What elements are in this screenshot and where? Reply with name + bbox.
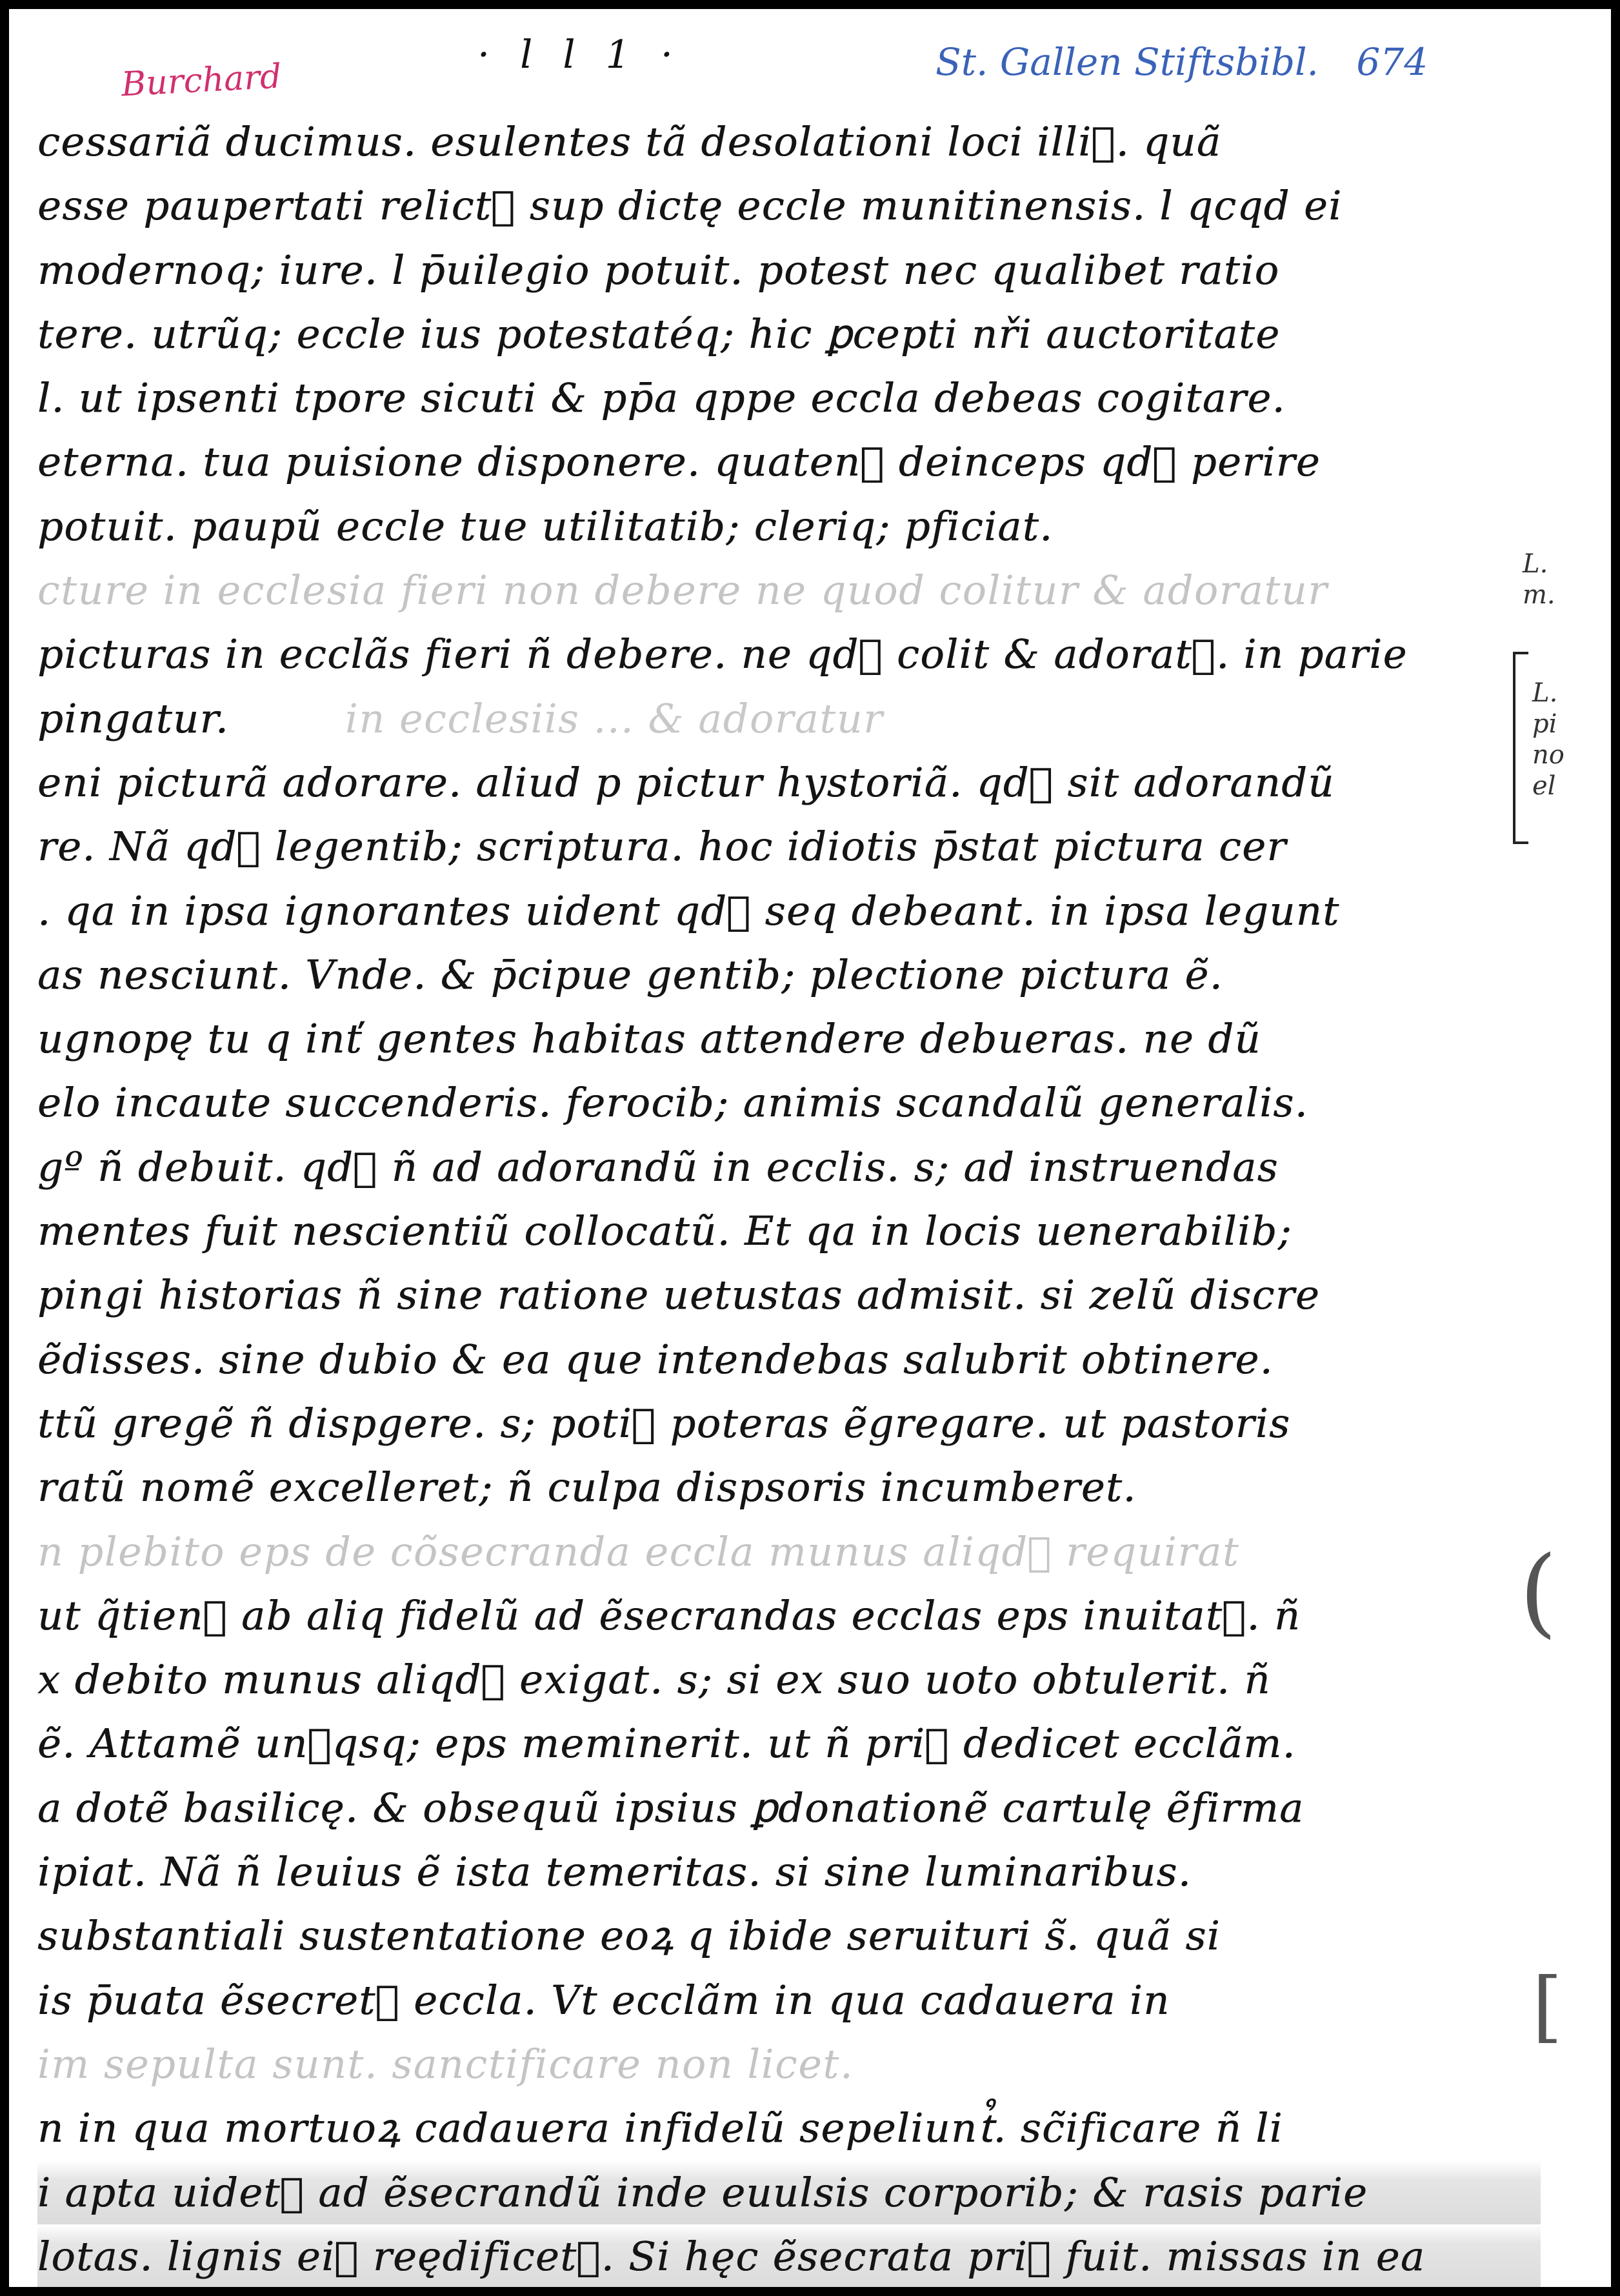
- margin-note-top: L. m.: [1523, 549, 1555, 610]
- text-line-content: ttũ gregẽ ñ dispgere. s; poti᷒ poteras ẽgregare. ut pastoris: [37, 1399, 1291, 1447]
- text-line: [37, 1647, 1541, 1711]
- text-line: [37, 1904, 1541, 1968]
- text-line-faint-tail: in ecclesiis ... & adoratur: [345, 694, 884, 742]
- annotation-shelfmark: [935, 40, 1428, 84]
- text-line-content: ẽdisses. sine dubio & ea que intendebas salubrit obtinere.: [37, 1335, 1274, 1383]
- text-line-content: cture in ecclesia fieri non debere ne quod colitur & adoratur: [37, 567, 1328, 614]
- text-line: [37, 2096, 1541, 2160]
- text-line: [37, 1455, 1541, 1519]
- text-line-content: n plebito eps de cõsecranda eccla munus aliqd᷒ requirat: [37, 1527, 1240, 1575]
- text-line-content: as nesciunt. Vnde. & p̄cipue gentib; plectione pictura ẽ.: [37, 951, 1223, 998]
- text-line-content: a dotẽ basilicę. & obsequũ ipsius ꝑdonationẽ cartulę ẽfirma: [37, 1784, 1305, 1831]
- text-line: [37, 879, 1541, 943]
- text-line: [37, 494, 1541, 558]
- text-line-content: eni picturã adorare. aliud p pictur hystoriã. qd᷒ sit adorandũ: [37, 758, 1335, 806]
- text-line: [37, 1520, 1541, 1584]
- text-line: [37, 238, 1541, 302]
- text-line-content: esse paupertati relict᷒ sup dictę eccle munitinensis. l qcqd ei: [37, 182, 1343, 230]
- text-line: [37, 1071, 1541, 1134]
- text-line: [37, 1007, 1541, 1071]
- text-line-content: potuit. paupũ eccle tue utilitatib; cleriq; pficiat.: [37, 502, 1054, 550]
- text-line: [37, 366, 1541, 430]
- text-line-content: i apta uidet᷒ ad ẽsecrandũ inde euulsis corporib; & rasis parie: [37, 2168, 1368, 2216]
- annotation-author: Burchard: [120, 57, 283, 105]
- text-line-content: ipiat. Nã ñ leuius ẽ ista temeritas. si sine luminaribus.: [37, 1848, 1192, 1896]
- text-line-content: cessariã ducimus. esulentes tã desolationi loci illi᷒. quã: [37, 118, 1222, 165]
- text-line: [37, 2160, 1541, 2224]
- text-line-content: lotas. lignis ei᷒ reędificet᷒. Si hęc ẽsecrata pri᷒ fuit. missas in ea: [37, 2232, 1426, 2280]
- text-line-content: pingatur.: [37, 694, 229, 742]
- text-line-content: re. Nã qd᷒ legentib; scriptura. hoc idiotis p̄stat pictura cer: [37, 823, 1287, 871]
- text-line: [37, 174, 1541, 237]
- text-line-content: pingi historias ñ sine ratione uetustas admisit. si zelũ discre: [37, 1271, 1321, 1319]
- folio-mark: · l l 1 ·: [477, 32, 682, 77]
- text-line-content: is p̄uata ẽsecret᷒ eccla. Vt ecclãm in qua cadauera in: [37, 1976, 1170, 2024]
- margin-paren-lower: (: [1519, 1536, 1557, 1648]
- text-line: [37, 1968, 1541, 2032]
- text-line: [37, 1391, 1541, 1455]
- text-line: [37, 558, 1541, 622]
- manuscript-text: [37, 110, 1541, 2288]
- text-line-content: tere. utrũq; eccle ius potestatéq; hic ꝑcepti nři auctoritate: [37, 310, 1281, 357]
- text-line: [37, 687, 1541, 750]
- text-line-content: elo incaute succenderis. ferocib; animis scandalũ generalis.: [37, 1079, 1308, 1127]
- text-line-content: ratũ nomẽ excelleret; ñ culpa dispsoris incumberet.: [37, 1464, 1137, 1511]
- text-line-content: im sepulta sunt. sanctificare non licet.: [37, 2040, 854, 2088]
- text-line-content: modernoq; iure. l p̄uilegio potuit. potest nec qualibet ratio: [37, 246, 1280, 294]
- text-line-content: x debito munus aliqd᷒ exigat. s; si ex suo uoto obtulerit. ñ: [37, 1656, 1271, 1704]
- text-line: [37, 814, 1541, 878]
- text-line: [37, 110, 1541, 174]
- text-line: [37, 943, 1541, 1007]
- text-line-content: ugnopę tu q inť gentes habitas attendere debueras. ne dũ: [37, 1015, 1261, 1063]
- text-line-content: ut q̃tien᷒ ab aliq fidelũ ad ẽsecrandas ecclas eps inuitat᷒. ñ: [37, 1591, 1301, 1639]
- text-line-content: gº ñ debuit. qd᷒ ñ ad adorandũ in ecclis. s; ad instruendas: [37, 1143, 1279, 1191]
- margin-note-middle: L. pi no el: [1532, 678, 1565, 801]
- text-line: [37, 430, 1541, 494]
- text-line: [37, 1776, 1541, 1840]
- text-line: [37, 2032, 1541, 2096]
- annotation-number: 674: [1356, 40, 1428, 84]
- text-line: [37, 1711, 1541, 1775]
- text-line: [37, 1263, 1541, 1327]
- text-line: [37, 1584, 1541, 1647]
- text-line: [37, 1327, 1541, 1391]
- text-line-content: ẽ. Attamẽ un᷒qsq; eps meminerit. ut ñ pri᷒ dedicet ecclãm.: [37, 1720, 1296, 1767]
- text-line: [37, 302, 1541, 366]
- text-line-content: picturas in ecclãs fieri ñ debere. ne qd᷒ colit & adorat᷒. in parie: [37, 630, 1408, 678]
- text-line-content: l. ut ipsenti tpore sicuti & pp̄a qppe eccla debeas cogitare.: [37, 374, 1286, 422]
- text-line: [37, 1840, 1541, 1904]
- text-line: [37, 1135, 1541, 1199]
- margin-bracket: [1513, 652, 1528, 844]
- text-line-content: eterna. tua puisione disponere. quaten᷒ deinceps qd᷒ perire: [37, 438, 1321, 486]
- text-line: [37, 622, 1541, 686]
- annotation-library: St. Gallen Stiftsbibl.: [935, 40, 1319, 84]
- text-line-content: mentes fuit nescientiũ collocatũ. Et qa in locis uenerabilib;: [37, 1207, 1292, 1255]
- text-line-content: . qa in ipsa ignorantes uident qd᷒ seq debeant. in ipsa legunt: [37, 887, 1340, 934]
- text-line: [37, 750, 1541, 814]
- text-line-content: n in qua mortuoꝝ cadauera infidelũ sepeliunt᷒. sc̃ificare ñ li: [37, 2104, 1283, 2152]
- text-line: [37, 1199, 1541, 1263]
- text-line-content: substantiali sustentatione eoꝝ q ibide seruituri s̃. quã si: [37, 1912, 1221, 1960]
- margin-bracket-bottom: [: [1532, 1962, 1563, 2051]
- text-line: [37, 2224, 1541, 2288]
